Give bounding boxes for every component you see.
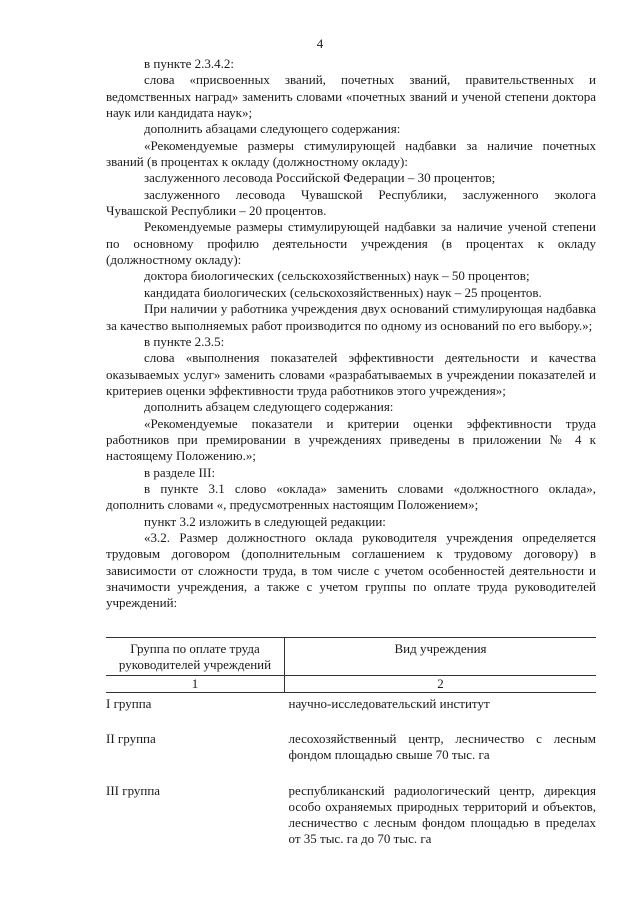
groups-table bbox=[106, 637, 596, 847]
paragraph: «3.2. Размер должностного оклада руководителя учреждения определяется трудовым договором (дополнительным соглашением к трудовому договору) в зависимости от сложности труда, в том числе с учетом особенностей деятельности и значимости учреждения, а также с учетом группы по оплате труда руководителей учреждений: bbox=[106, 529, 596, 611]
group-cell: III группа bbox=[106, 783, 161, 798]
header-group: Группа по оплате труда руководителей учреждений bbox=[106, 638, 285, 676]
page-number: 4 bbox=[316, 36, 324, 51]
paragraph: пункт 3.2 изложить в следующей редакции: bbox=[144, 513, 386, 529]
paragraph: При наличии у работника учреждения двух оснований стимулирующая надбавка за качество выполняемых работ производится по одному из оснований по его выбору.»; bbox=[106, 301, 596, 333]
column-number: 2 bbox=[285, 676, 597, 693]
type-cell: республиканский радиологический центр, дирекция особо охраняемых природных территорий и объектов, лесничество с лесным фондом площадью в пределах от 35 тыс. га до 70 тыс. га bbox=[288, 783, 596, 846]
document-body bbox=[106, 56, 596, 612]
paragraph: заслуженного лесовода Российской Федерации – 30 процентов; bbox=[144, 170, 496, 186]
paragraph: доктора биологических (сельскохозяйственных) наук – 50 процентов; bbox=[144, 268, 530, 284]
paragraph: в пункте 2.3.4.2: bbox=[144, 56, 235, 71]
header-type: Вид учреждения bbox=[285, 638, 597, 676]
paragraph: в разделе III: bbox=[144, 464, 216, 480]
paragraph: дополнить абзацем следующего содержания: bbox=[144, 399, 394, 415]
paragraph: дополнить абзацами следующего содержания: bbox=[144, 121, 401, 137]
column-number-row bbox=[106, 676, 596, 693]
column-number: 1 bbox=[106, 676, 285, 693]
paragraph: заслуженного лесовода Чувашской Республики, заслуженного эколога Чувашской Республики – 20 процентов. bbox=[106, 186, 596, 219]
paragraph: в пункте 2.3.5: bbox=[144, 333, 225, 349]
paragraph: кандидата биологических (сельскохозяйственных) наук – 25 процентов. bbox=[144, 284, 542, 300]
type-cell: лесохозяйственный центр, лесничество с лесным фондом площадью свыше 70 тыс. га bbox=[288, 731, 596, 762]
paragraph: Рекомендуемые размеры стимулирующей надбавки за наличие ученой степени по основному профилю деятельности учреждения (в процентах к окладу (должностному окладу): bbox=[106, 219, 596, 268]
table-row bbox=[106, 780, 596, 847]
table-row bbox=[106, 693, 596, 729]
table-header-row bbox=[106, 638, 596, 676]
group-cell: I группа bbox=[106, 696, 152, 711]
paragraph: в пункте 3.1 слово «оклада» заменить словами «должностного оклада», дополнить словами «, предусмотренных настоящим Положением»; bbox=[106, 480, 596, 513]
group-cell: II группа bbox=[106, 731, 156, 746]
table-row bbox=[106, 728, 596, 780]
paragraph: «Рекомендуемые размеры стимулирующей надбавки за наличие почетных званий (в процентах к окладу (должностному окладу): bbox=[106, 137, 596, 170]
paragraph: слова «выполнения показателей эффективности деятельности и качества оказываемых услуг» заменить словами «разрабатываемых в учреждении показателей и критериев оценки эффективности труда работников этого учреждения»; bbox=[106, 350, 596, 398]
paragraph: слова «присвоенных званий, почетных званий, правительственных и ведомственных наград» заменить словами «почетных званий и ученой степени доктора наук или кандидата наук»; bbox=[106, 72, 596, 121]
paragraph: «Рекомендуемые показатели и критерии оценки эффективности труда работников при премировании в учреждениях приведены в приложении № 4 к настоящему Положению.»; bbox=[106, 415, 596, 464]
type-cell: научно-исследовательский институт bbox=[288, 696, 490, 711]
